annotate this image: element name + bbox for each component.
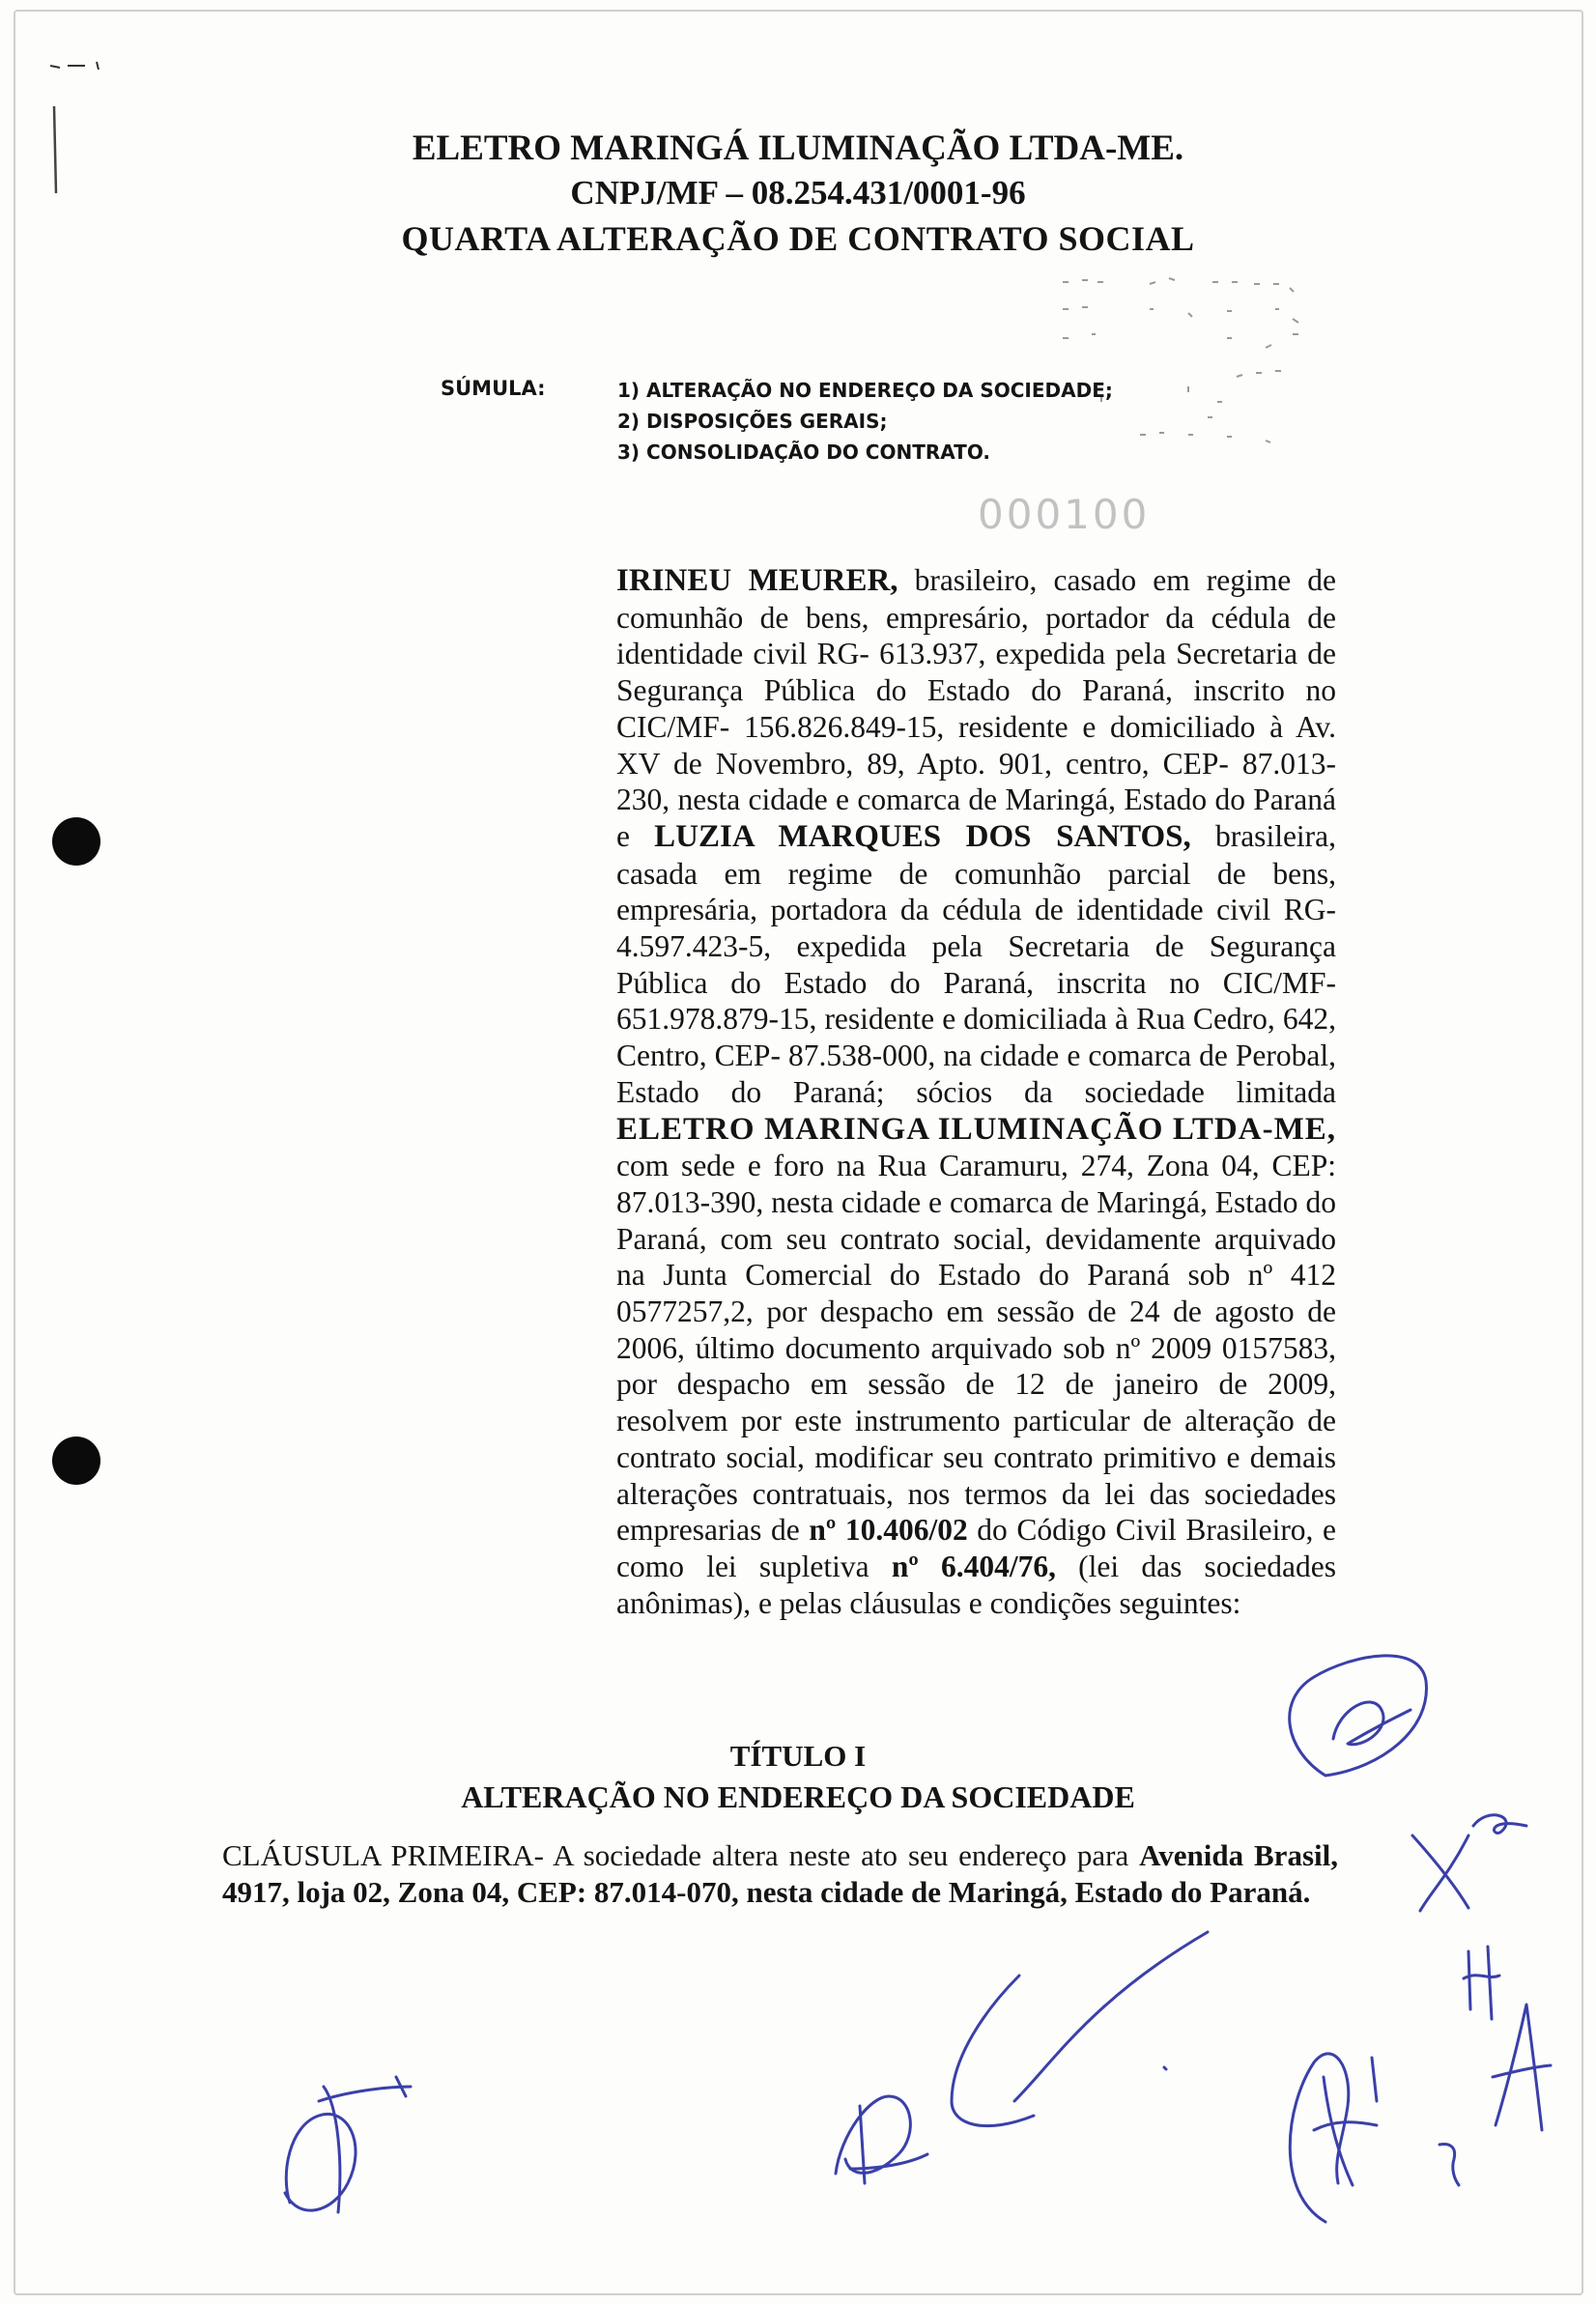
clause-text: A sociedade altera neste ato seu endereço para xyxy=(543,1838,1140,1872)
punch-hole-bottom xyxy=(52,1436,100,1485)
sumula-list xyxy=(617,375,1113,468)
preamble-text-1: brasileiro, casado em regime de comunhão de bens, empresário, portador da cédula de identidade civil RG- 613.937, expedida pela Secretaria de Segurança Pública do Estado do Paraná, inscrito no CIC/MF- 156.826.849-15, residente e domiciliado à Av. XV de Novembro, 89, Apto. 901, centro, CEP- 87.013-230, nesta cidade e comarca de Maringá, Estado do Paraná e xyxy=(616,563,1336,853)
cnpj-heading: CNPJ/MF – 08.254.431/0001-96 xyxy=(570,174,1026,212)
page-stamp-number: 000100 xyxy=(978,491,1151,538)
sumula-label: SÚMULA: xyxy=(441,377,546,400)
sumula-item: 3) CONSOLIDAÇÃO DO CONTRATO. xyxy=(617,441,990,464)
title-heading: TÍTULO I xyxy=(729,1739,867,1773)
preamble-text-3: com sede e foro na Rua Caramuru, 274, Zona 04, CEP: 87.013-390, nesta cidade e comarca de Maringá, Estado do Paraná, com seu contrato social, devidamente arquivado na Junta Comercial do Estado do Paraná sob nº 412 0577257,2, por despacho em sessão de 24 de agosto de 2006, último documento arquivado sob nº 2009 0157583, por despacho em sessão de 12 de janeiro de 2009, resolvem por este instrumento particular de alteração de contrato social, modificar seu contrato primitivo e demais alterações contratuais, nos termos da lei das sociedades empresarias de xyxy=(616,1149,1336,1548)
document-title: QUARTA ALTERAÇÃO DE CONTRATO SOCIAL xyxy=(401,219,1195,258)
preamble-text-2: brasileira, casada em regime de comunhão parcial de bens, empresária, portadora da cédula de identidade civil RG-4.597.423-5, expedida pela Secretaria de Segurança Pública do Estado do Paraná, inscrita no CIC/MF-651.978.879-15, residente e domiciliada à Rua Cedro, 642, Centro, CEP- 87.538-000, na cidade e comarca de Perobal, Estado do Paraná; sócios da sociedade limitada xyxy=(616,818,1337,1109)
sumula-item: 2) DISPOSIÇÕES GERAIS; xyxy=(617,410,888,433)
preamble-text-4: do Código Civil Brasileiro, e como lei supletiva xyxy=(616,1513,1336,1583)
law-reference-civil-code: nº 10.406/02 xyxy=(809,1513,968,1548)
partner1-name: IRINEU MEURER, xyxy=(616,563,898,598)
clause-label: CLÁUSULA PRIMEIRA- xyxy=(222,1838,544,1872)
title-subheading: ALTERAÇÃO NO ENDEREÇO DA SOCIEDADE xyxy=(461,1779,1135,1814)
sumula-item: 1) ALTERAÇÃO NO ENDEREÇO DA SOCIEDADE; xyxy=(617,379,1113,402)
company-name-heading: ELETRO MARINGÁ ILUMINAÇÃO LTDA-ME. xyxy=(412,128,1184,168)
punch-hole-top xyxy=(52,817,100,866)
law-reference-sa: nº 6.404/76, xyxy=(891,1549,1056,1583)
preamble-text-5: (lei das sociedades anônimas), e pelas cláusulas e condições seguintes: xyxy=(616,1549,1336,1620)
company-name-inline: ELETRO MARINGA ILUMINAÇÃO LTDA-ME, xyxy=(616,1111,1336,1147)
clause-address: Avenida Brasil, 4917, loja 02, Zona 04, CEP: 87.014-070, nesta cidade de Maringá, Estado do Paraná. xyxy=(222,1838,1338,1909)
clause-first xyxy=(222,1837,1338,1910)
preamble-paragraph xyxy=(616,562,1336,1621)
partner2-name: LUZIA MARQUES DOS SANTOS, xyxy=(654,818,1191,854)
